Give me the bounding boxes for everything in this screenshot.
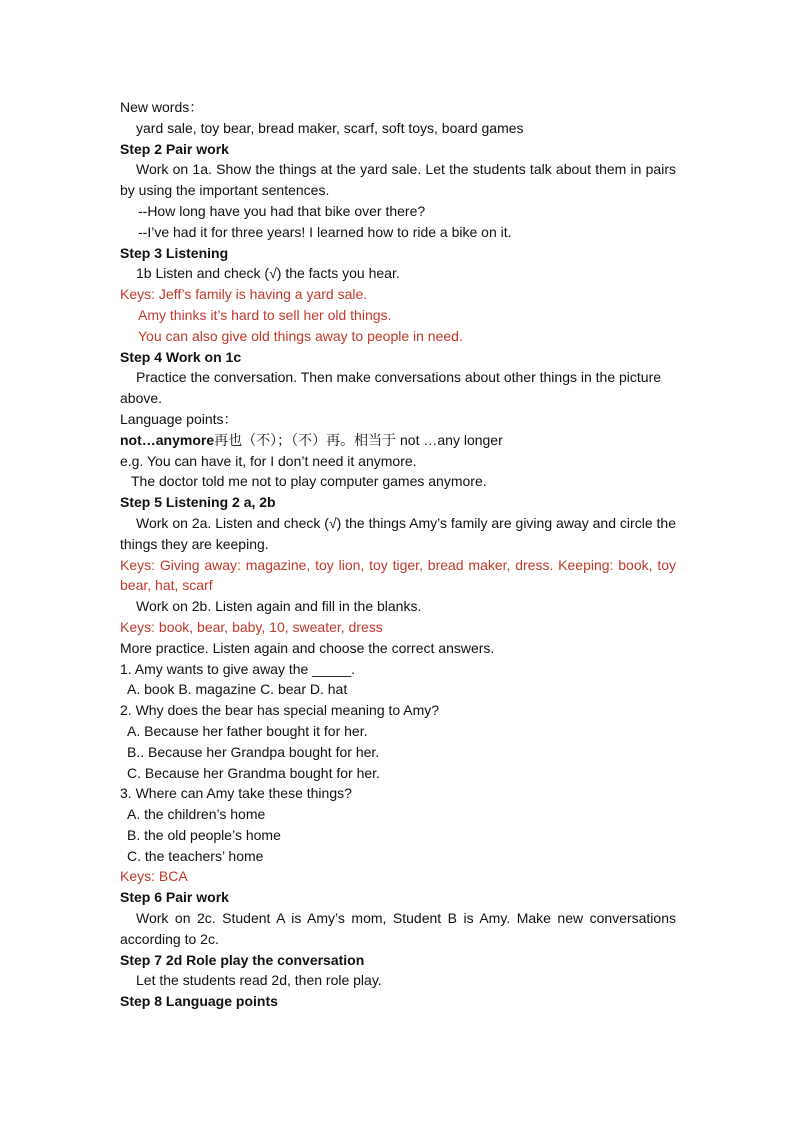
new-words-list: yard sale, toy bear, bread maker, scarf, soft toys, board games: [136, 119, 524, 136]
question-3-option-c: C. the teachers’ home: [127, 847, 264, 864]
step7-heading: Step 7 2d Role play the conversation: [120, 951, 365, 968]
step5-keys-3: Keys: BCA: [120, 868, 188, 885]
step4-heading: Step 4 Work on 1c: [120, 348, 242, 365]
step2-heading: Step 2 Pair work: [120, 140, 229, 157]
question-2-option-c: C. Because her Grandma bought for her.: [127, 764, 380, 781]
step2-text: Work on 1a. Show the things at the yard sale. Let the students talk about them in pairs by using the important sentences.: [120, 161, 676, 199]
phrase-line: [120, 430, 676, 451]
step7-text: Let the students read 2d, then role play.: [136, 972, 382, 989]
question-1: 1. Amy wants to give away the _____.: [120, 660, 356, 677]
phrase-meaning: 再也（不）；（不）再。相当于 not …any longer: [214, 431, 503, 448]
step4-text: Practice the conversation. Then make conversations about other things in the picture above.: [120, 369, 662, 407]
example-1: e.g. You can have it, for I don’t need it anymore.: [120, 452, 417, 469]
step3-text: 1b Listen and check (√) the facts you hear.: [136, 265, 400, 282]
step3-key-3: You can also give old things away to people in need.: [138, 327, 463, 344]
step8-heading: Step 8 Language points: [120, 993, 278, 1010]
question-2: 2. Why does the bear has special meaning to Amy?: [120, 702, 440, 719]
question-1-options: A. book B. magazine C. bear D. hat: [127, 681, 348, 698]
lesson-plan-content: [120, 97, 676, 1012]
more-practice: More practice. Listen again and choose the correct answers.: [120, 639, 495, 656]
question-3-option-b: B. the old people’s home: [127, 826, 281, 843]
question-3: 3. Where can Amy take these things?: [120, 785, 352, 802]
example-2: The doctor told me not to play computer games anymore.: [131, 473, 487, 490]
new-words-label: New words：: [120, 99, 204, 115]
step5-keys-2: Keys: book, bear, baby, 10, sweater, dress: [120, 618, 383, 635]
step3-key-1: Keys: Jeff’s family is having a yard sale.: [120, 286, 368, 303]
language-points-label: Language points：: [120, 410, 238, 427]
step3-heading: Step 3 Listening: [120, 244, 229, 261]
step5-text-2: Work on 2b. Listen again and fill in the blanks.: [136, 598, 422, 615]
question-3-option-a: A. the children’s home: [127, 806, 266, 823]
step5-text: Work on 2a. Listen and check (√) the things Amy’s family are giving away and circle the things they are keeping.: [120, 514, 676, 552]
phrase-keyword: not…anymore: [120, 431, 215, 448]
step2-question: --How long have you had that bike over there?: [138, 202, 426, 219]
step3-key-2: Amy thinks it’s hard to sell her old things.: [138, 306, 392, 323]
question-2-option-b: B.. Because her Grandpa bought for her.: [127, 743, 380, 760]
step2-answer: --I’ve had it for three years! I learned how to ride a bike on it.: [138, 223, 512, 240]
step6-heading: Step 6 Pair work: [120, 889, 229, 906]
step6-text: Work on 2c. Student A is Amy’s mom, Student B is Amy. Make new conversations according to 2c.: [120, 910, 676, 947]
step5-keys-1: Keys: Giving away: magazine, toy lion, toy tiger, bread maker, dress. Keeping: book, toy bear, hat, scarf: [120, 556, 676, 594]
step5-heading: Step 5 Listening 2 a, 2b: [120, 494, 276, 511]
question-2-option-a: A. Because her father bought it for her.: [127, 722, 368, 739]
